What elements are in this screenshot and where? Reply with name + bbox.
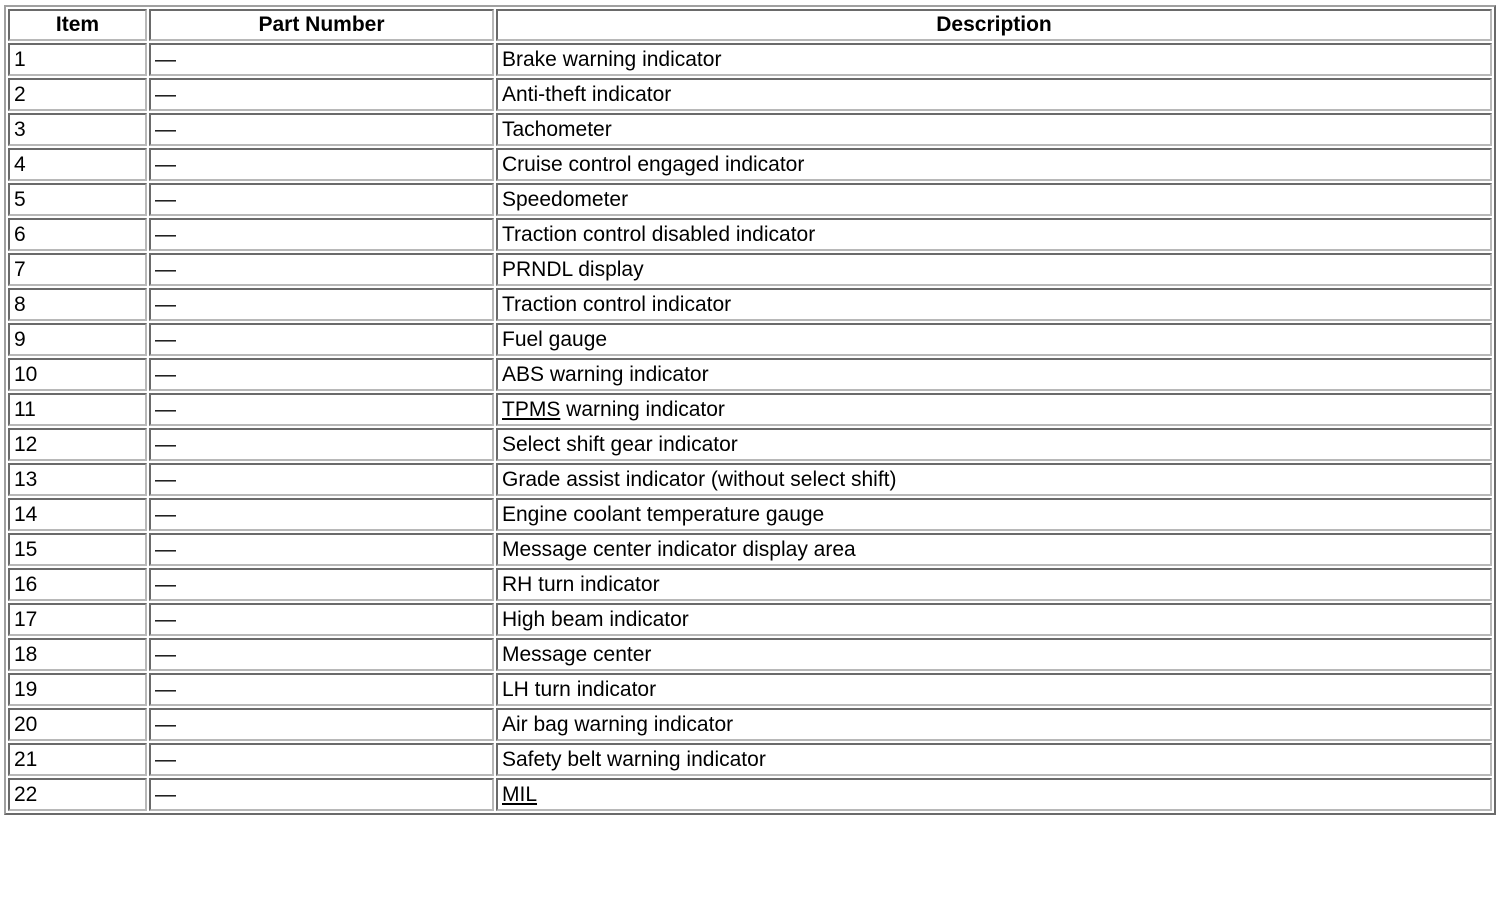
header-part-number: Part Number [149, 9, 494, 41]
part-number-cell: — [149, 218, 494, 251]
item-number-cell: 3 [8, 113, 147, 146]
description-cell [496, 568, 1492, 601]
description-text: Engine coolant temperature gauge [502, 502, 825, 526]
table-row [8, 393, 1492, 426]
table-row [8, 673, 1492, 706]
description-cell [496, 708, 1492, 741]
part-number-cell: — [149, 778, 494, 811]
table-row [8, 43, 1492, 76]
description-cell [496, 463, 1492, 496]
description-text: Traction control indicator [502, 292, 732, 316]
description-text: ABS warning indicator [502, 362, 709, 386]
item-number-cell: 11 [8, 393, 147, 426]
part-number-cell: — [149, 568, 494, 601]
description-text: Brake warning indicator [502, 47, 722, 71]
header-description: Description [496, 9, 1492, 41]
item-number-cell: 10 [8, 358, 147, 391]
part-number-cell: — [149, 743, 494, 776]
table-row [8, 638, 1492, 671]
table-row [8, 743, 1492, 776]
part-number-cell: — [149, 78, 494, 111]
part-number-cell: — [149, 463, 494, 496]
description-cell [496, 288, 1492, 321]
description-cell [496, 253, 1492, 286]
description-text: Select shift gear indicator [502, 432, 738, 456]
table-row [8, 498, 1492, 531]
description-text: High beam indicator [502, 607, 689, 631]
part-number-cell: — [149, 288, 494, 321]
item-number-cell: 19 [8, 673, 147, 706]
part-number-cell: — [149, 393, 494, 426]
description-cell [496, 113, 1492, 146]
part-number-cell: — [149, 253, 494, 286]
description-cell [496, 43, 1492, 76]
description-cell [496, 638, 1492, 671]
table-row [8, 568, 1492, 601]
description-cell [496, 393, 1492, 426]
table-row [8, 113, 1492, 146]
description-text: Grade assist indicator (without select shift) [502, 467, 897, 491]
part-number-cell: — [149, 638, 494, 671]
item-number-cell: 17 [8, 603, 147, 636]
item-number-cell: 8 [8, 288, 147, 321]
description-cell [496, 323, 1492, 356]
table-row [8, 533, 1492, 566]
part-number-cell: — [149, 183, 494, 216]
item-number-cell: 21 [8, 743, 147, 776]
part-number-cell: — [149, 533, 494, 566]
part-number-cell: — [149, 43, 494, 76]
part-number-cell: — [149, 113, 494, 146]
description-cell [496, 603, 1492, 636]
table-row [8, 323, 1492, 356]
table-row [8, 428, 1492, 461]
part-number-cell: — [149, 673, 494, 706]
description-cell [496, 778, 1492, 811]
description-text: warning indicator [560, 397, 725, 421]
description-cell [496, 673, 1492, 706]
item-number-cell: 18 [8, 638, 147, 671]
part-number-cell: — [149, 358, 494, 391]
table-row [8, 288, 1492, 321]
part-number-cell: — [149, 603, 494, 636]
item-number-cell: 12 [8, 428, 147, 461]
description-text: Fuel gauge [502, 327, 608, 351]
item-number-cell: 7 [8, 253, 147, 286]
item-number-cell: 13 [8, 463, 147, 496]
description-text: Tachometer [502, 117, 612, 141]
description-text: Traction control disabled indicator [502, 222, 816, 246]
description-text: Message center indicator display area [502, 537, 856, 561]
part-number-cell: — [149, 148, 494, 181]
description-cell [496, 183, 1492, 216]
table-row [8, 463, 1492, 496]
table-body [8, 43, 1492, 811]
table-row [8, 358, 1492, 391]
description-cell [496, 358, 1492, 391]
table-row [8, 78, 1492, 111]
table-row [8, 603, 1492, 636]
description-text: RH turn indicator [502, 572, 660, 596]
description-cell [496, 218, 1492, 251]
item-number-cell: 20 [8, 708, 147, 741]
description-text: Anti-theft indicator [502, 82, 672, 106]
table-row [8, 778, 1492, 811]
table-row [8, 218, 1492, 251]
abbreviation-link[interactable]: MIL [502, 782, 538, 806]
description-cell [496, 428, 1492, 461]
table-row [8, 148, 1492, 181]
description-cell [496, 78, 1492, 111]
item-number-cell: 6 [8, 218, 147, 251]
item-number-cell: 14 [8, 498, 147, 531]
part-number-cell: — [149, 708, 494, 741]
table-header-row [8, 9, 1492, 41]
description-text: Cruise control engaged indicator [502, 152, 805, 176]
description-text: LH turn indicator [502, 677, 657, 701]
item-number-cell: 22 [8, 778, 147, 811]
part-number-cell: — [149, 498, 494, 531]
item-number-cell: 5 [8, 183, 147, 216]
item-number-cell: 1 [8, 43, 147, 76]
description-text: Air bag warning indicator [502, 712, 734, 736]
description-cell [496, 743, 1492, 776]
description-cell [496, 533, 1492, 566]
header-item: Item [8, 9, 147, 41]
description-text: Safety belt warning indicator [502, 747, 766, 771]
description-text: PRNDL display [502, 257, 644, 281]
item-number-cell: 9 [8, 323, 147, 356]
item-number-cell: 2 [8, 78, 147, 111]
abbreviation-link[interactable]: TPMS [502, 397, 561, 421]
description-text: Message center [502, 642, 652, 666]
part-number-cell: — [149, 428, 494, 461]
table-row [8, 183, 1492, 216]
item-number-cell: 4 [8, 148, 147, 181]
item-number-cell: 16 [8, 568, 147, 601]
description-cell [496, 498, 1492, 531]
description-cell [496, 148, 1492, 181]
parts-table [4, 5, 1496, 815]
description-text: Speedometer [502, 187, 629, 211]
part-number-cell: — [149, 323, 494, 356]
table-row [8, 253, 1492, 286]
table-row [8, 708, 1492, 741]
item-number-cell: 15 [8, 533, 147, 566]
